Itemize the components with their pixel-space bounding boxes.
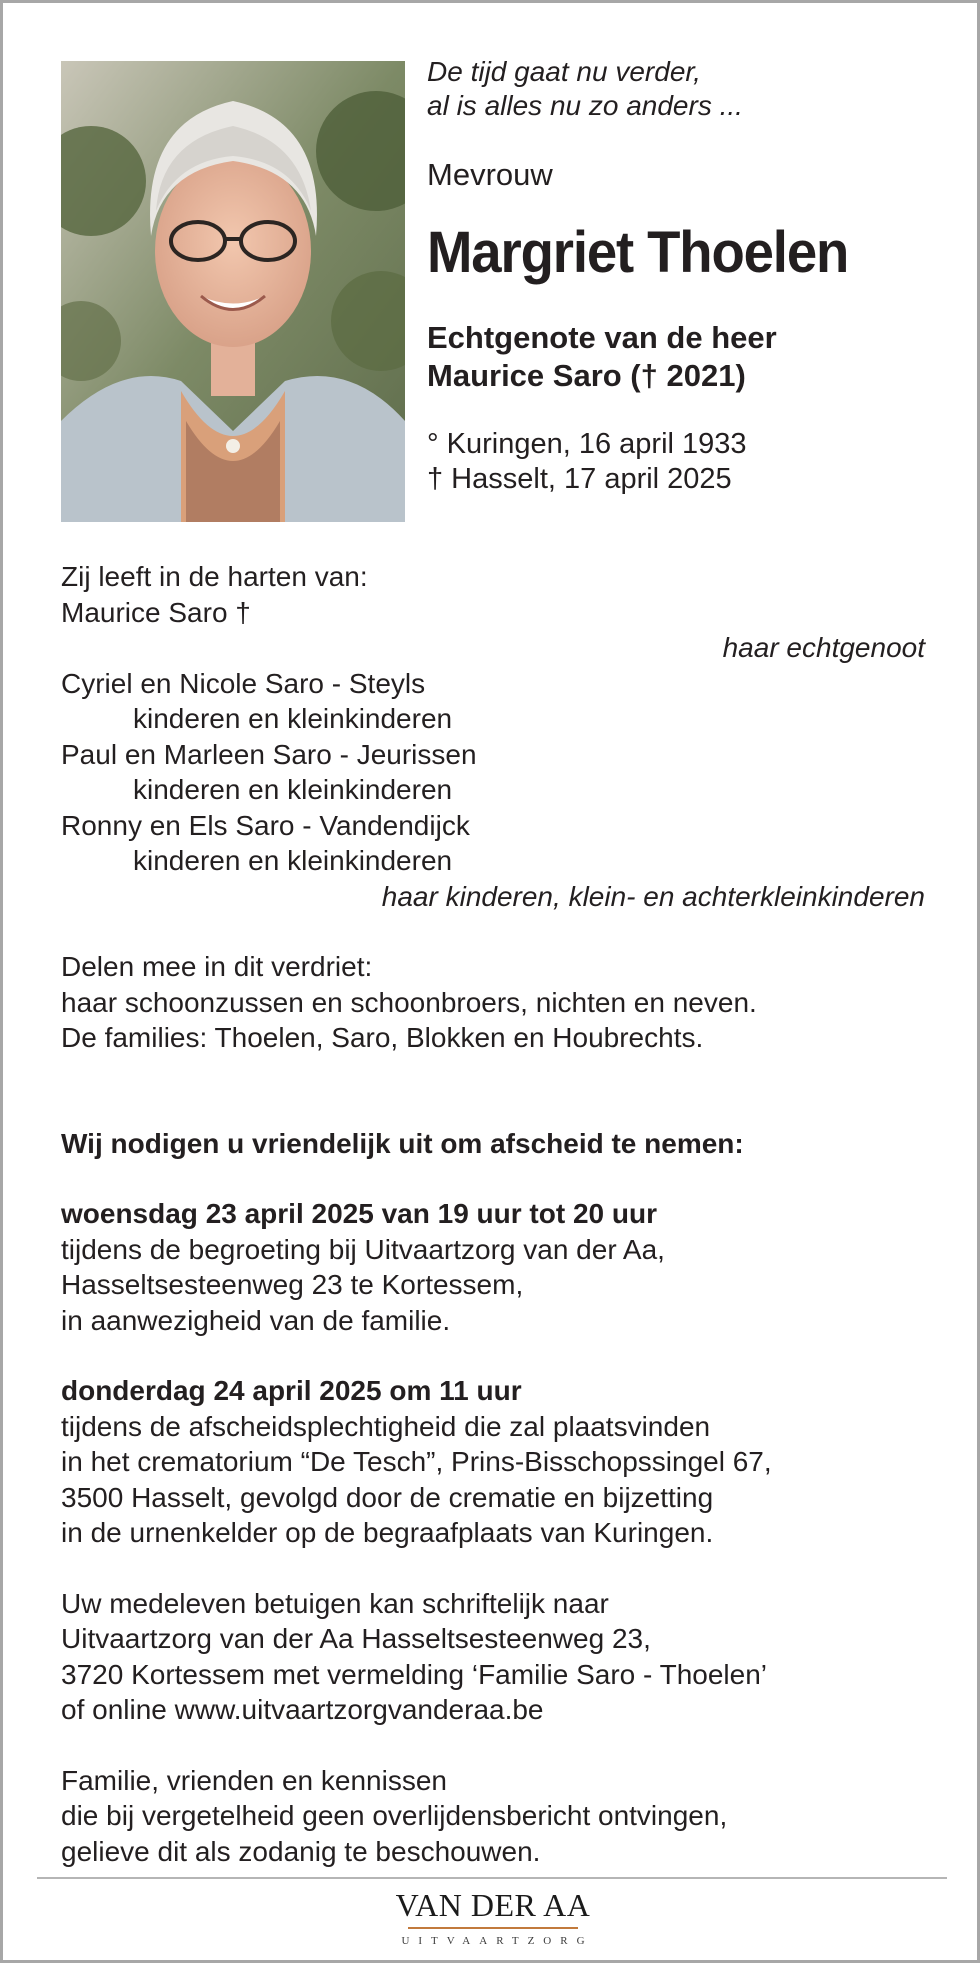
event-2-line-2: in het crematorium “De Tesch”, Prins-Bisschopssingel 67, [61,1446,772,1477]
event-2-line-1: tijdens de afscheidsplechtigheid die zal plaatsvinden [61,1410,711,1442]
event-2-when: donderdag 24 april 2025 om 11 uur [61,1375,522,1406]
child-family-3-sub: kinderen en kleinkinderen [133,845,453,876]
sharing-line-2: haar schoonzussen en schoonbroers, nichten en neven. [61,986,757,1018]
child-family-3: Ronny en Els Saro - Vandendijck [61,809,470,841]
life-dates [427,427,937,497]
closing-line-1: Familie, vrienden en kennissen [61,1764,447,1796]
portrait-image [61,61,405,522]
spouse-line-1: Echtgenote van de heer [427,320,777,355]
obituary-body [61,559,925,1869]
event-1-when: woensdag 23 april 2025 van 19 uur tot 20 uur [61,1198,657,1229]
sharing-line-1: Delen mee in dit verdriet: [61,951,373,982]
funeral-home-logo [3,1879,980,1959]
condolence-line-4: of online www.uitvaartzorgvanderaa.be [61,1694,544,1725]
child-family-1-sub: kinderen en kleinkinderen [133,703,453,734]
condolence-line-1: Uw medeleven betuigen kan schriftelijk naar [61,1587,609,1619]
invitation-heading: Wij nodigen u vriendelijk uit om afscheid te nemen: [61,1127,744,1159]
spouse-info [427,319,937,395]
survivor-spouse: Maurice Saro † [61,596,251,628]
child-family-1: Cyriel en Nicole Saro - Steyls [61,667,426,699]
closing-line-3: gelieve dit als zodanig te beschouwen. [61,1835,541,1867]
event-1-line-2: Hasseltsesteenweg 23 te Kortessem, [61,1269,524,1300]
child-family-2: Paul en Marleen Saro - Jeurissen [61,738,477,770]
deceased-name: Margriet Thoelen [427,220,849,285]
event-2-line-4: in de urnenkelder op de begraafplaats van Kuringen. [61,1517,714,1548]
portrait-photo [61,61,405,522]
logo-name: VAN DER AA [395,1887,591,1923]
event-2-line-3: 3500 Hasselt, gevolgd door de crematie en bijzetting [61,1481,714,1513]
spouse-line-2: Maurice Saro († 2021) [427,358,746,393]
motto [427,55,937,123]
survivors-intro: Zij leeft in de harten van: [61,561,368,592]
closing-line-2: die bij vergetelheid geen overlijdensbericht ontvingen, [61,1800,728,1831]
motto-line-1: De tijd gaat nu verder, [427,56,701,87]
condolence-line-2: Uitvaartzorg van der Aa Hasseltsesteenweg 23, [61,1623,651,1654]
event-1-line-3: in aanwezigheid van de familie. [61,1304,451,1336]
child-family-2-sub: kinderen en kleinkinderen [133,774,453,805]
honorific: Mevrouw [427,157,553,192]
birth-date: ° Kuringen, 16 april 1933 [427,428,747,460]
header-block [427,55,937,497]
death-date: † Hasselt, 17 april 2025 [427,463,732,495]
condolence-line-3: 3720 Kortessem met vermelding ‘Familie Saro - Thoelen’ [61,1658,768,1690]
spouse-role: haar echtgenoot [722,632,925,663]
motto-line-2: al is alles nu zo anders ... [427,90,743,121]
logo-subtitle: UITVAARTZORG [401,1935,594,1947]
children-role: haar kinderen, klein- en achterkleinkinderen [381,880,925,912]
logo-accent-rule [408,1927,578,1929]
sharing-line-3: De families: Thoelen, Saro, Blokken en Houbrechts. [61,1022,704,1053]
event-1-line-1: tijdens de begroeting bij Uitvaartzorg van der Aa, [61,1233,665,1265]
